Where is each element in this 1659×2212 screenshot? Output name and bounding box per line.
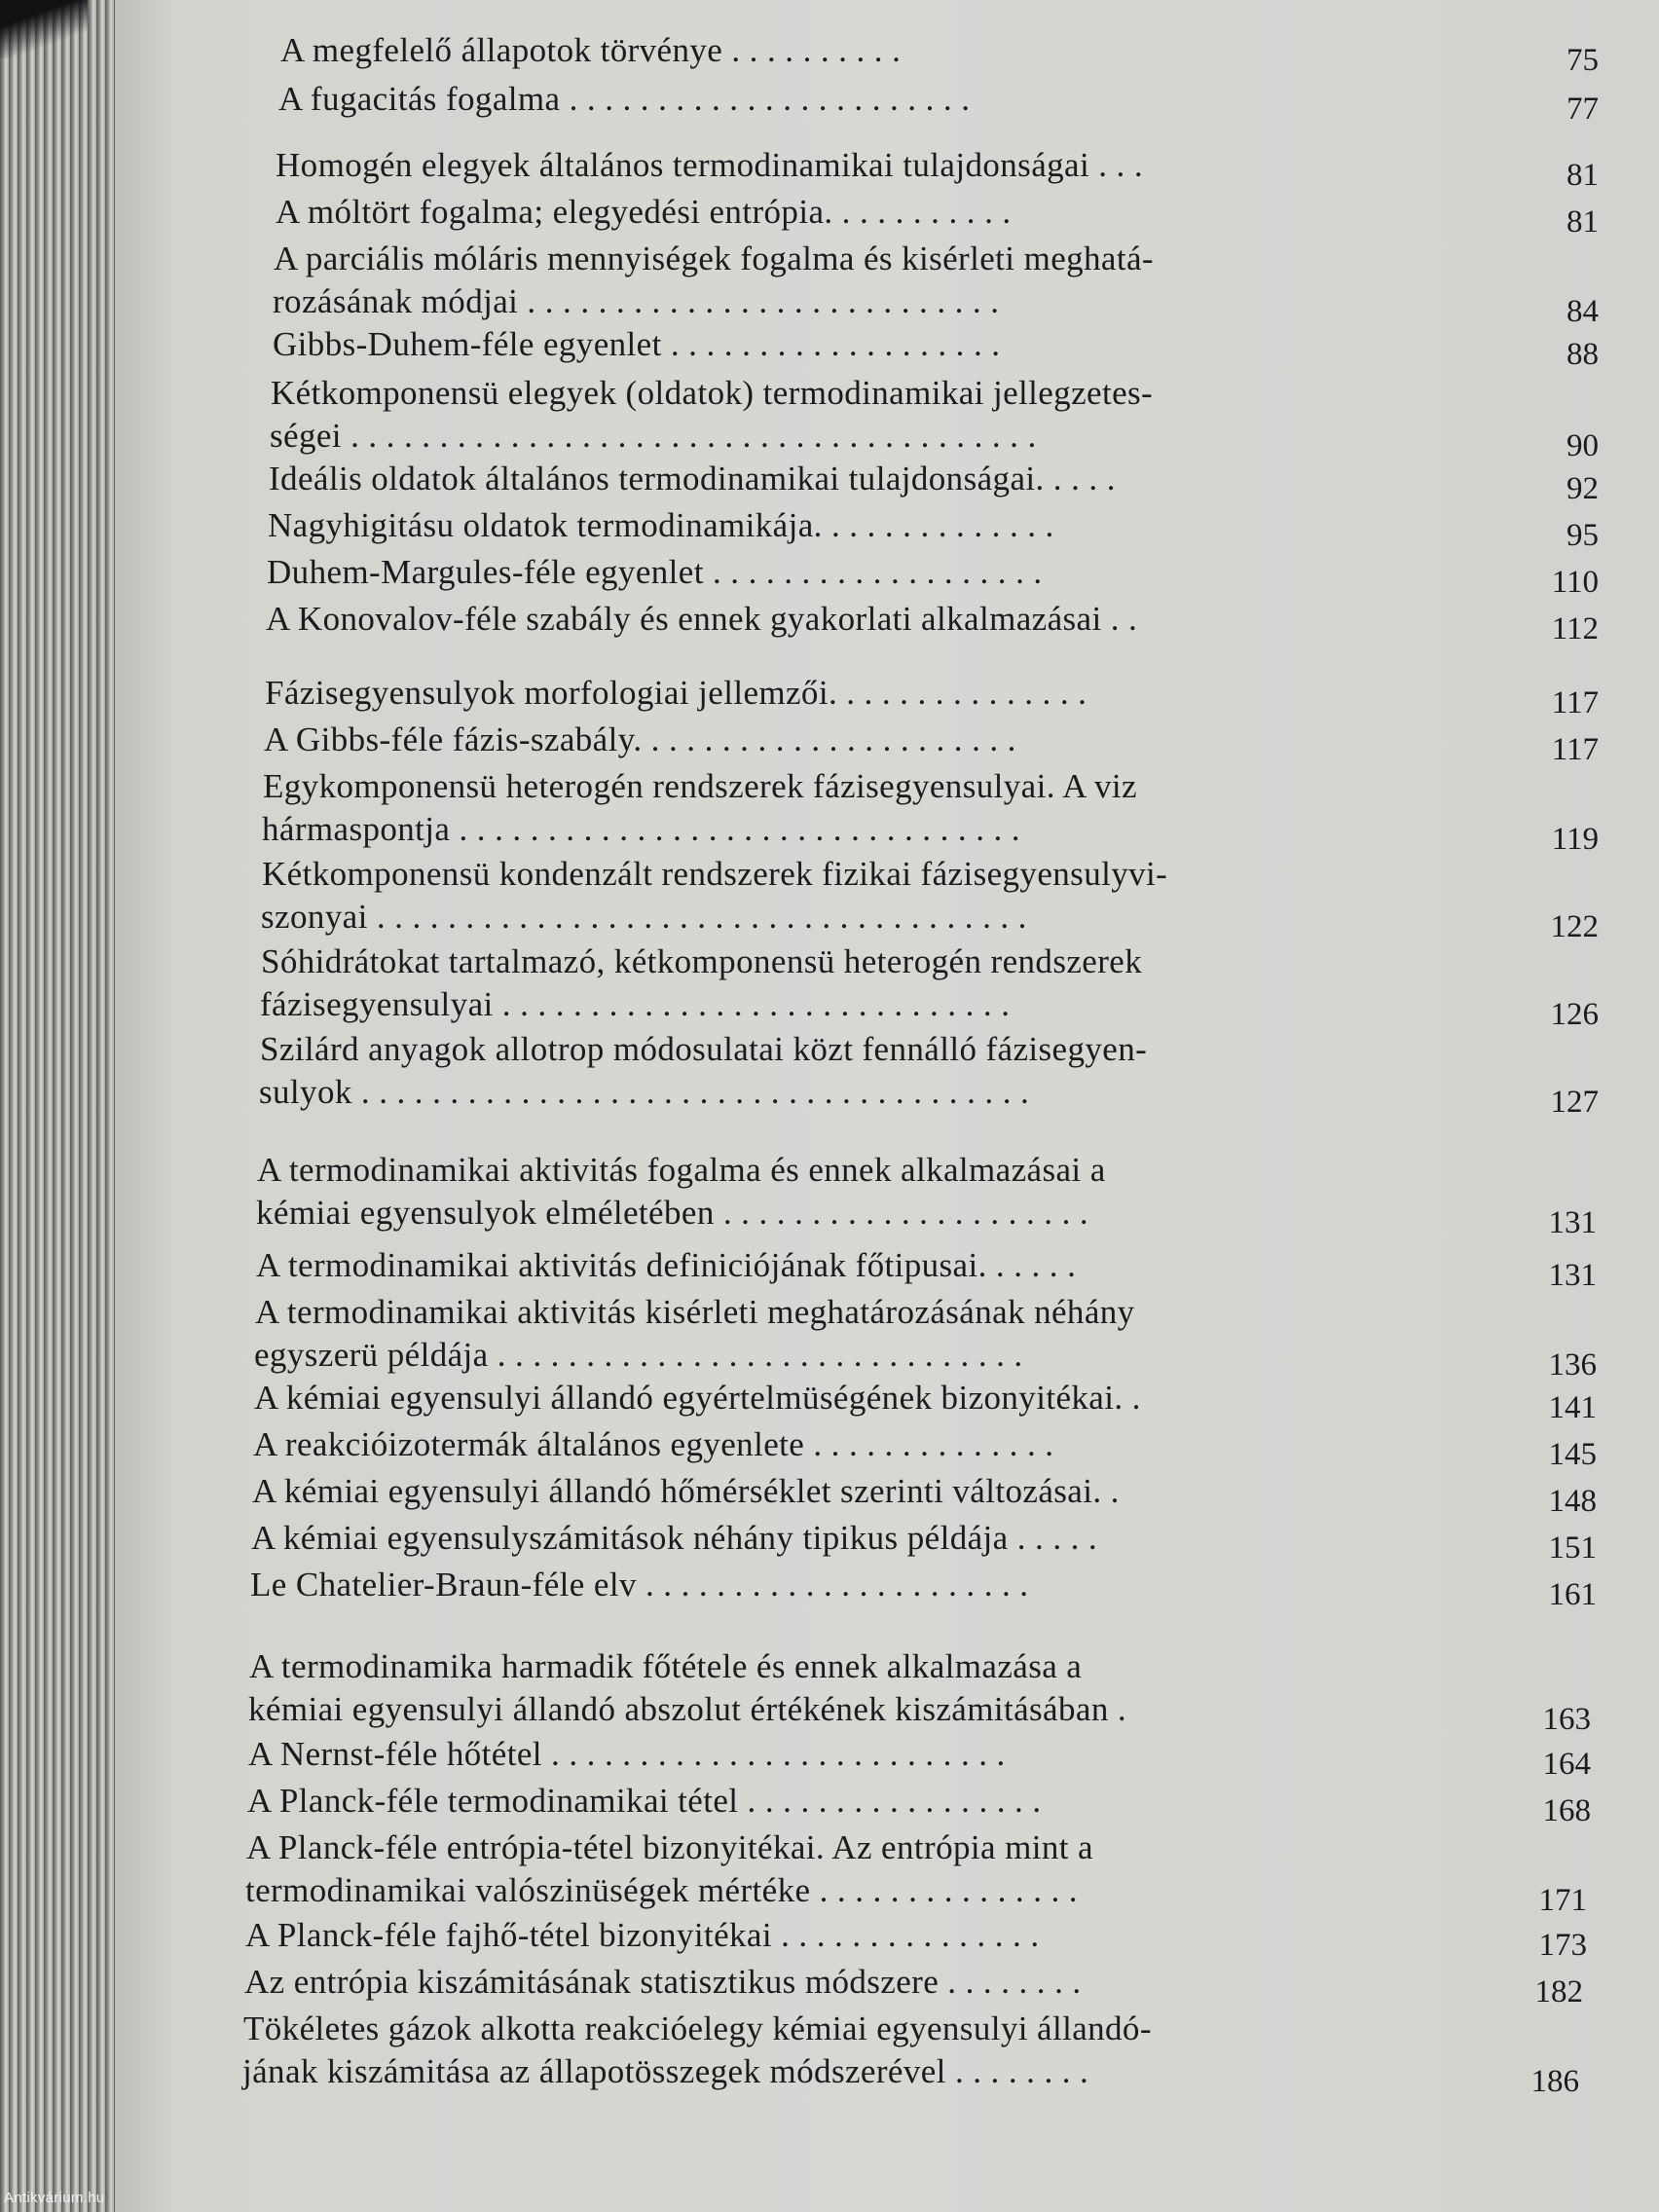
toc-entry-page-number: 182 [1534,1974,1583,2009]
toc-entry-page-number: 126 [1550,997,1599,1032]
toc-entry-title-line: egyszerü példája . . . . . . . . . . . . . . . . . . . . . . . . . . . . . . [254,1336,1023,1374]
toc-entry-title-line: Le Chatelier-Braun-féle elv . . . . . . . . . . . . . . . . . . . . . . [250,1566,1029,1604]
toc-entry-page-number: 151 [1548,1530,1597,1566]
watermark: Antikvárium.hu [4,2190,105,2206]
toc-entry-title-line: A kémiai egyensulyi állandó egyértelmüségének bizonyitékai. . [254,1379,1141,1417]
toc-entry-page-number: 148 [1548,1484,1597,1519]
toc-entry-title-line: Az entrópia kiszámitásának statisztikus módszere . . . . . . . . [244,1963,1082,2001]
toc-entry-page-number: 145 [1548,1437,1597,1472]
toc-entry-title-line: Gibbs-Duhem-féle egyenlet . . . . . . . . . . . . . . . . . . . [273,325,1001,363]
toc-entry-page-number: 163 [1542,1702,1591,1737]
toc-entry-page-number: 117 [1551,685,1599,720]
toc-entry-title-line: A Gibbs-féle fázis-szabály. . . . . . . . . . . . . . . . . . . . . . [264,720,1016,758]
toc-entry-title-line: Tökéletes gázok alkotta reakcióelegy kémiai egyensulyi állandó- [243,2009,1152,2047]
toc-entry-title-line: A kémiai egyensulyi állandó hőmérséklet szerinti változásai. . [252,1472,1120,1510]
toc-entry-title-line: Sóhidrátokat tartalmazó, kétkomponensü heterogén rendszerek [261,942,1143,980]
toc-entry-title-line: A Konovalov-féle szabály és ennek gyakorlati alkalmazásai . . [266,600,1138,638]
toc-entry-page-number: 131 [1548,1205,1597,1240]
toc-entry-title-line: A kémiai egyensulyszámitások néhány tipikus példája . . . . . [251,1519,1098,1557]
toc-entry-page-number: 84 [1567,294,1599,329]
toc-entry-page-number: 95 [1567,518,1599,553]
toc-entry-title-line: A Nernst-féle hőtétel . . . . . . . . . . . . . . . . . . . . . . . . . . [248,1735,1006,1773]
toc-entry-title-line: A termodinamikai aktivitás kisérleti meghatározásának néhány [255,1293,1135,1331]
toc-entry-title-line: kémiai egyensulyok elméletében . . . . . . . . . . . . . . . . . . . . . [256,1194,1089,1232]
toc-entry-title-line: ségei . . . . . . . . . . . . . . . . . . . . . . . . . . . . . . . . . . . . . . . [270,417,1037,455]
toc-entry-page-number: 171 [1538,1883,1587,1918]
book-page-edges [0,0,115,2212]
toc-entry-title-line: Ideális oldatok általános termodinamikai tulajdonságai. . . . . [269,460,1116,498]
toc-entry-title-line: A Planck-féle fajhő-tétel bizonyitékai . . . . . . . . . . . . . . . [245,1916,1040,1954]
toc-entry-title-line: kémiai egyensulyi állandó abszolut értékének kiszámitásában . [248,1690,1127,1728]
book-page [115,0,1659,2212]
toc-entry-title-line: Szilárd anyagok allotrop módosulatai közt fennálló fázisegyen- [260,1030,1148,1068]
toc-entry-page-number: 75 [1567,43,1599,78]
toc-entry-page-number: 136 [1548,1347,1597,1382]
toc-entry-title-line: A termodinamikai aktivitás fogalma és ennek alkalmazásai a [257,1151,1106,1189]
toc-entry-title-line: A reakcióizotermák általános egyenlete . . . . . . . . . . . . . . [253,1425,1054,1463]
toc-entry-page-number: 81 [1567,158,1599,193]
toc-entry-title-line: rozásának módjai . . . . . . . . . . . . . . . . . . . . . . . . . . . [273,282,1000,320]
table-of-contents [115,0,1659,2212]
toc-entry-page-number: 112 [1551,611,1599,646]
toc-entry-page-number: 90 [1567,428,1599,463]
toc-entry-page-number: 122 [1550,909,1599,944]
toc-entry-page-number: 127 [1550,1085,1599,1120]
toc-entry-title-line: Egykomponensü heterogén rendszerek fázisegyensulyai. A viz [263,767,1137,805]
toc-entry-title-line: Kétkomponensü elegyek (oldatok) termodinamikai jellegzetes- [271,374,1154,412]
toc-entry-page-number: 92 [1567,471,1599,506]
toc-entry-title-line: A móltört fogalma; elegyedési entrópia. . . . . . . . . . . [276,193,1012,231]
toc-entry-page-number: 168 [1542,1793,1591,1828]
toc-entry-page-number: 173 [1538,1928,1587,1963]
toc-entry-title-line: Homogén elegyek általános termodinamikai tulajdonságai . . . [276,146,1143,184]
toc-entry-title-line: termodinamikai valószinüségek mértéke . . . . . . . . . . . . . . . [245,1871,1078,1909]
toc-entry-title-line: sulyok . . . . . . . . . . . . . . . . . . . . . . . . . . . . . . . . . . . . . . [259,1073,1030,1111]
toc-entry-title-line: jának kiszámitása az állapotösszegek módszerével . . . . . . . . [242,2052,1089,2090]
toc-entry-page-number: 117 [1551,732,1599,767]
toc-entry-page-number: 88 [1567,337,1599,372]
toc-entry-title-line: A termodinamikai aktivitás definiciójának főtipusai. . . . . . [256,1246,1077,1284]
toc-entry-page-number: 110 [1551,565,1599,600]
toc-entry-title-line: hármaspontja . . . . . . . . . . . . . . . . . . . . . . . . . . . . . . . . [262,810,1020,848]
toc-entry-title-line: Kétkomponensü kondenzált rendszerek fizikai fázisegyensulyvi- [262,855,1168,893]
toc-entry-title-line: Nagyhigitásu oldatok termodinamikája. . . . . . . . . . . . . . [268,506,1054,544]
toc-entry-title-line: A Planck-féle termodinamikai tétel . . . . . . . . . . . . . . . . . [247,1782,1042,1820]
toc-entry-page-number: 77 [1567,92,1599,127]
toc-entry-page-number: 141 [1548,1390,1597,1425]
toc-entry-title-line: A megfelelő állapotok törvénye . . . . . . . . . . [280,31,902,69]
toc-entry-title-line: A termodinamika harmadik főtétele és ennek alkalmazása a [249,1647,1083,1685]
toc-entry-title-line: Duhem-Margules-féle egyenlet . . . . . . . . . . . . . . . . . . . [267,553,1043,591]
toc-entry-page-number: 119 [1551,822,1599,857]
toc-entry-page-number: 81 [1567,204,1599,240]
toc-entry-page-number: 186 [1530,2064,1579,2099]
toc-entry-page-number: 164 [1542,1747,1591,1782]
toc-entry-title-line: A Planck-féle entrópia-tétel bizonyitékai. Az entrópia mint a [246,1828,1093,1866]
toc-entry-title-line: A fugacitás fogalma . . . . . . . . . . . . . . . . . . . . . . . [278,80,971,118]
toc-entry-title-line: Fázisegyensulyok morfologiai jellemzői. . . . . . . . . . . . . . . [265,674,1088,712]
toc-entry-title-line: szonyai . . . . . . . . . . . . . . . . . . . . . . . . . . . . . . . . . . . . . [261,898,1027,936]
toc-entry-title-line: A parciális móláris mennyiségek fogalma és kisérleti meghatá- [274,240,1154,277]
toc-entry-title-line: fázisegyensulyai . . . . . . . . . . . . . . . . . . . . . . . . . . . . . [260,985,1011,1023]
toc-entry-page-number: 161 [1548,1577,1597,1612]
toc-entry-page-number: 131 [1548,1258,1597,1293]
